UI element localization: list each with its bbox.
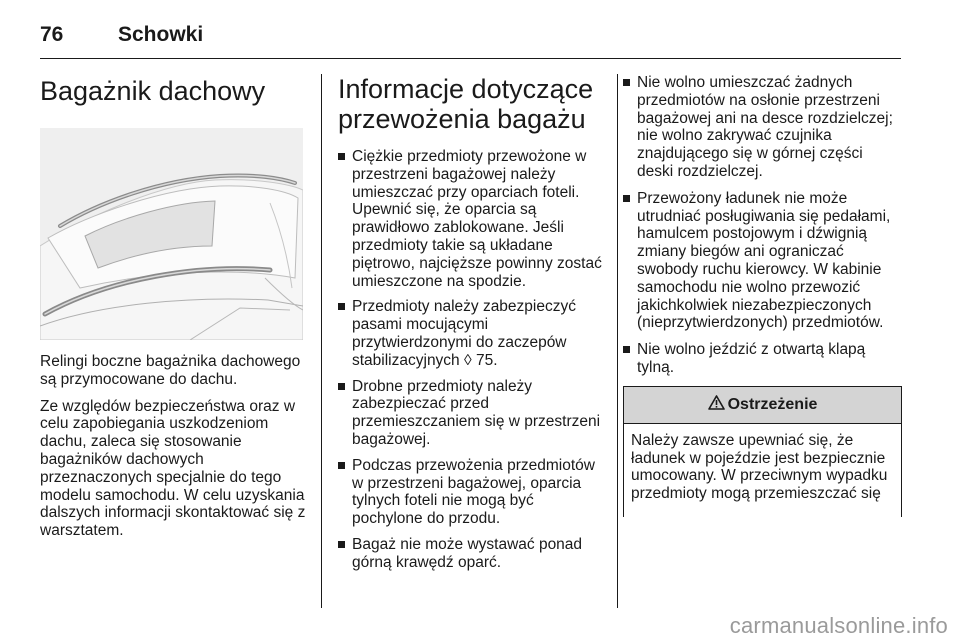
section-title: Schowki — [118, 23, 204, 46]
bullet-square-icon — [623, 79, 630, 86]
list-item — [338, 148, 606, 290]
list-item — [623, 190, 903, 332]
list-item — [338, 457, 606, 528]
list-item — [338, 536, 606, 572]
car-roof-rails-illustration — [40, 128, 303, 340]
bullet-square-icon — [623, 346, 630, 353]
list-item-text: Nie wolno jeździć z otwartą klapą tylną. — [637, 341, 866, 376]
bullet-square-icon — [338, 153, 345, 160]
column-divider — [321, 74, 322, 608]
page-header — [40, 20, 203, 50]
warning-header — [624, 387, 901, 424]
bullet-square-icon — [338, 541, 345, 548]
watermark: carmanualsonline.info — [729, 613, 948, 638]
right-column — [623, 74, 903, 517]
bullet-square-icon — [623, 195, 630, 202]
list-item-text: Przewożony ładunek nie może utrudniać posługiwania się pedałami, hamulcem postojowym i dźwignią zmiany biegów ani ograniczać swobody ruchu kierowcy. W kabinie samochodu nie wolno przewozić jakichkolwiek niezabezpieczonych (nieprzytwierdzonych) przedmiotów. — [637, 189, 891, 332]
left-column — [40, 74, 308, 549]
luggage-bullet-list — [338, 148, 606, 572]
header-rule — [40, 58, 901, 59]
list-item-text: Podczas przewożenia przedmiotów w przestrzeni bagażowej, oparcia tylnych foteli nie mogą być pochylone do przodu. — [352, 456, 595, 528]
list-item-text: Drobne przedmioty należy zabezpieczać przed przemieszczaniem się w przestrzeni bagażowej. — [352, 377, 601, 448]
list-item-text: Przedmioty należy zabezpieczyć pasami mocującymi przytwierdzonymi do zaczepów stabilizacyjnych ◊ 75. — [352, 298, 576, 369]
bullet-square-icon — [338, 383, 345, 390]
bullet-square-icon — [338, 462, 345, 469]
luggage-info-heading: Informacje dotyczące przewożenia bagażu — [338, 74, 594, 134]
body-paragraph: Ze względów bezpieczeństwa oraz w celu zapobiegania uszkodzeniom dachu, zaleca się stosowanie bagażników dachowych przeznaczonych specjalnie do tego modelu samochodu. W celu uzyskania dalszych informacji skontaktować się z warsztatem. — [40, 397, 306, 540]
list-item-text: Ciężkie przedmioty przewożone w przestrzeni bagażowej należy umieszczać przy oparciach foteli. Upewnić się, że oparcia są prawidłowo zablokowane. Jeśli przedmioty takie są układane piętrowo, najcięższe powinny zostać umieszczone na spodzie. — [352, 148, 602, 290]
column-divider — [617, 74, 618, 608]
warning-text: Należy zawsze upewniać się, że ładunek w pojeździe jest bezpiecznie umocowany. W przeciwnym wypadku przedmioty mogą przemieszczać się — [631, 431, 888, 503]
car-roof-illustration-svg — [40, 128, 303, 340]
page-number: 76 — [40, 23, 64, 46]
bullet-square-icon — [338, 303, 345, 310]
list-item-text: Bagaż nie może wystawać ponad górną krawędź oparć. — [352, 535, 583, 571]
body-paragraph: Relingi boczne bagażnika dachowego są przymocowane do dachu. — [40, 353, 301, 388]
warning-box — [623, 386, 902, 517]
list-item-text: Nie wolno umieszczać żadnych przedmiotów na osłonie przestrzeni bagażowej ani na desce rozdzielczej; nie wolno zakrywać czujnika znajdującego się w górnej części deski rozdzielczej. — [637, 74, 893, 180]
warning-triangle-icon — [708, 395, 725, 415]
middle-column — [338, 74, 606, 580]
list-item — [338, 298, 606, 369]
list-item — [623, 341, 903, 377]
list-item — [338, 378, 606, 449]
luggage-bullet-list-continued — [623, 74, 903, 377]
list-item — [623, 74, 903, 181]
roof-rack-heading: Bagażnik dachowy — [40, 76, 266, 106]
warning-title: Ostrzeżenie — [727, 395, 818, 413]
